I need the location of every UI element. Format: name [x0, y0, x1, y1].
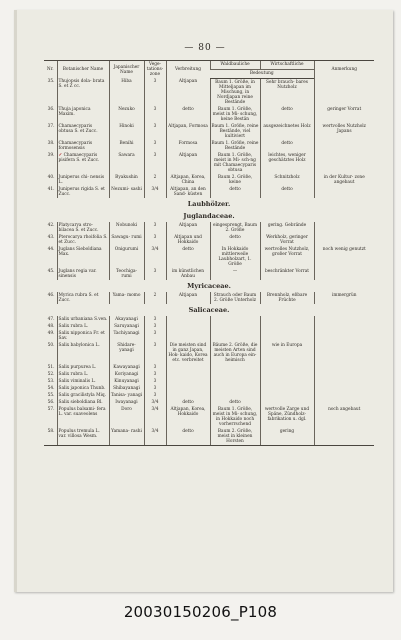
japanese-name-cell: Onigurumi: [109, 246, 144, 268]
header-verbreitung: Verbreitung: [166, 61, 210, 79]
anmerkung-cell: [314, 392, 374, 399]
japanese-name-cell: Sawagu- rumi: [109, 234, 144, 246]
botanical-name-cell: Myrica rubra S. et Zucc.: [57, 292, 109, 304]
section-heading: Juglandaceae.: [183, 211, 235, 220]
vegetation-zone-cell: 3: [144, 78, 166, 106]
wirtschaftliche-bedeutung-cell: Sehr brauch- bares Nutzholz: [260, 78, 314, 106]
table-row: [44, 406, 374, 428]
botanical-name-cell: Juglans regia var. sinensis: [57, 268, 109, 280]
anmerkung-cell: in der Kultur- zone angebaut: [314, 174, 374, 186]
row-number-cell: 47.: [47, 316, 55, 322]
row-number-cell: 48.: [47, 323, 55, 329]
anmerkung-cell: [314, 78, 374, 106]
botanical-name-cell: Juglans Sieboldiana Max.: [57, 246, 109, 268]
anmerkung-cell: [314, 378, 374, 385]
vegetation-zone-cell: 3: [144, 392, 166, 399]
botanical-name-cell: Salix babylonica L.: [57, 342, 109, 364]
botanical-name-cell: Salix nipponica Fr. et Sav.: [57, 330, 109, 342]
verbreitung-cell: Altjapan: [166, 292, 210, 304]
vegetation-zone-cell: 2: [144, 292, 166, 304]
verbreitung-cell: detto: [166, 399, 210, 406]
vegetation-zone-cell: 3: [144, 106, 166, 123]
japanese-name-cell: Tachiyanagi: [109, 330, 144, 342]
waldbauliche-bedeutung-cell: Strauch oder Baum 2. Größe Unterholz: [210, 292, 260, 304]
japanese-name-cell: Tanisa- yanagi: [110, 392, 143, 398]
japanese-name-cell: Shibayanagi: [109, 385, 144, 392]
botanical-name-cell: Salix viminalis L.: [57, 378, 109, 385]
japanese-name-cell: Nezumi- sashi: [109, 186, 144, 198]
verbreitung-cell: Altjapan: [166, 78, 210, 106]
wirtschaftliche-bedeutung-cell: [260, 399, 314, 406]
table-row: [44, 292, 374, 304]
header-vegetation-zone: Vege- tations- zone: [144, 61, 166, 79]
anmerkung-cell: [314, 371, 374, 378]
row-number-cell: 44.: [47, 246, 55, 252]
section-heading: Laubhölzer.: [187, 199, 231, 208]
anmerkung-cell: noch angebaut: [314, 406, 374, 428]
wirtschaftliche-bedeutung-cell: [260, 371, 314, 378]
table-row: [44, 364, 374, 371]
anmerkung-cell: [314, 268, 374, 280]
waldbauliche-bedeutung-cell: [210, 378, 260, 385]
verbreitung-cell: detto: [166, 246, 210, 268]
waldbauliche-bedeutung-cell: detto: [210, 234, 260, 246]
section-heading: Myricaceae.: [187, 281, 231, 290]
table-row: [44, 234, 374, 246]
header-japanese-name: Japanischer Name: [109, 61, 144, 79]
wirtschaftliche-bedeutung-cell: [260, 364, 314, 371]
wirtschaftliche-bedeutung-cell: detto: [260, 186, 314, 198]
section-heading: Salicaceae.: [188, 305, 230, 314]
vegetation-zone-cell: 3/4: [144, 246, 166, 268]
anmerkung-cell: [314, 399, 374, 406]
botanical-name-cell: Chamaecyparis obtusa S. et Zucc.: [57, 123, 109, 140]
vegetation-zone-cell: 3: [144, 234, 166, 246]
vegetation-zone-cell: 3/4: [144, 399, 166, 406]
table-row: [44, 152, 374, 174]
row-number-cell: 38.: [47, 140, 55, 146]
row-number-cell: 36.: [47, 106, 55, 112]
verbreitung-cell: Altjapan, Formosa: [166, 123, 210, 140]
vegetation-zone-cell: 3: [144, 330, 166, 342]
table-row: [44, 123, 374, 140]
waldbauliche-bedeutung-cell: Baum 1. Größe, reine Bestände, viel kultiviert: [211, 123, 259, 139]
vegetation-zone-cell: 3: [144, 385, 166, 392]
verbreitung-cell: detto: [166, 106, 210, 123]
table-row: [44, 371, 374, 378]
waldbauliche-bedeutung-cell: Baum 1. Größe, meist in Mi- sch-ng mit Chamaecyparis obtusa: [210, 152, 260, 174]
botanical-name-cell: Juniperus rigida S. et Zucc.: [57, 186, 109, 198]
vegetation-zone-cell: 3: [144, 123, 166, 140]
waldbauliche-bedeutung-cell: Baum 1. Größe, meist in Mi- schung, keine Bestän: [210, 106, 260, 123]
row-number-cell: 49.: [47, 330, 55, 336]
wirtschaftliche-bedeutung-cell: ausgezeichnetes Holz: [260, 123, 314, 140]
header-bedeutung: Bedeutung: [210, 69, 314, 78]
wirtschaftliche-bedeutung-cell: [260, 385, 314, 392]
wirtschaftliche-bedeutung-cell: [260, 316, 314, 323]
row-number-cell: 42.: [47, 222, 55, 228]
botanical-name-cell: Salix purpurea L.: [57, 364, 109, 371]
vegetation-zone-cell: 3/4: [144, 406, 166, 428]
verbreitung-cell: [166, 371, 210, 378]
row-number-cell: 54.: [47, 385, 55, 391]
vegetation-zone-cell: 3: [144, 140, 166, 152]
japanese-name-cell: Nezuko: [109, 106, 144, 123]
table-row: [44, 186, 374, 198]
row-number-cell: 43.: [47, 234, 55, 240]
waldbauliche-bedeutung-cell: detto: [210, 186, 260, 198]
anmerkung-cell: [314, 385, 374, 392]
header-wirtschaftliche: Wirtschaftliche: [260, 61, 314, 70]
waldbauliche-bedeutung-cell: [210, 330, 260, 342]
vegetation-zone-cell: 3: [144, 268, 166, 280]
japanese-name-cell: Teochiga- rumi: [109, 268, 144, 280]
wirtschaftliche-bedeutung-cell: leichtes, weniger geschätztes Holz: [260, 152, 314, 174]
botanical-name-cell: [57, 152, 109, 174]
verbreitung-cell: Formosa: [166, 140, 210, 152]
botanical-name-cell: Salix rubra L.: [57, 323, 109, 330]
anmerkung-cell: [314, 140, 374, 152]
japanese-name-cell: Kinuyanagi: [109, 378, 144, 385]
anmerkung-cell: [314, 186, 374, 198]
row-number-cell: 40.: [47, 174, 55, 180]
anmerkung-cell: wertvolles Nutzholz Japans: [314, 123, 374, 140]
japanese-name-cell: Sawara: [109, 152, 144, 174]
vegetation-zone-cell: 3: [144, 316, 166, 323]
table-row: [44, 268, 374, 280]
row-number-cell: 45.: [47, 268, 55, 274]
waldbauliche-bedeutung-cell: [210, 364, 260, 371]
row-number-cell: 51.: [47, 364, 55, 370]
anmerkung-cell: [314, 152, 374, 174]
header-waldbauliche: Waldbauliche: [210, 61, 260, 70]
botanical-name-cell: Pterocarya rhoifolia S. et Zucc.: [58, 234, 108, 245]
wirtschaftliche-bedeutung-cell: beschränkter Vorrat: [260, 268, 314, 280]
anmerkung-cell: geringer Vorrat: [314, 106, 374, 123]
species-table: [44, 60, 374, 446]
botanical-name-cell: Salix gracilistyla Miq.: [57, 392, 109, 399]
waldbauliche-bedeutung-cell: Baum 1. Größe, reine Bestände: [211, 140, 259, 151]
wirtschaftliche-bedeutung-cell: wertvolle Zarge und Späne, Zündholz- fabrikation u. dgl.: [260, 406, 314, 428]
table-row: [44, 246, 374, 268]
botanical-name-text: Chamaecyparis pisifera S. et Zucc.: [58, 152, 100, 163]
table-row: [44, 378, 374, 385]
waldbauliche-bedeutung-cell: [210, 323, 260, 330]
table-row: [44, 330, 374, 342]
botanical-name-cell: Salix urbaniana S.ven.: [58, 316, 108, 322]
table-row: [44, 385, 374, 392]
waldbauliche-bedeutung-cell: [210, 385, 260, 392]
waldbauliche-bedeutung-cell: In Hokkaido mittlerweile Laubholzart, 1. Größe: [210, 246, 260, 268]
japanese-name-cell: Yamana- rashi: [109, 428, 144, 446]
botanical-name-cell: Salix japonica Thunb.: [57, 385, 109, 392]
checkmark-icon: ✓: [58, 152, 64, 158]
wirtschaftliche-bedeutung-cell: [260, 323, 314, 330]
wirtschaftliche-bedeutung-cell: gering: [260, 428, 314, 446]
table-row: [44, 342, 374, 364]
wirtschaftliche-bedeutung-cell: gering. Gebrände: [260, 222, 314, 234]
vegetation-zone-cell: 2: [144, 174, 166, 186]
verbreitung-cell: [166, 364, 210, 371]
anmerkung-cell: [314, 222, 374, 234]
table-row: [44, 316, 374, 323]
verbreitung-cell: Altjapan und Hokkaido: [166, 234, 210, 246]
table-row: [44, 140, 374, 152]
botanical-name-cell: Juniperus chi- nensis L.: [57, 174, 109, 186]
verbreitung-cell: [166, 316, 210, 323]
waldbauliche-bedeutung-cell: Bäume 2. Größe, die meisten Arten sind auch in Europa ein- heimisch: [210, 342, 260, 364]
waldbauliche-bedeutung-cell: detto: [210, 399, 260, 406]
waldbauliche-bedeutung-cell: [210, 316, 260, 323]
vegetation-zone-cell: 3: [144, 323, 166, 330]
waldbauliche-bedeutung-cell: Baum 2. Größe, keine: [210, 174, 260, 186]
table-row: [44, 106, 374, 123]
species-table-body: [44, 78, 374, 445]
vegetation-zone-cell: 3: [144, 378, 166, 385]
anmerkung-cell: immergrün: [314, 292, 374, 304]
row-number-cell: 58.: [44, 428, 57, 446]
header-nr: Nr.: [44, 61, 57, 79]
verbreitung-cell: detto: [166, 428, 210, 446]
verbreitung-cell: Altjapan, an den Sand- küsten: [166, 186, 210, 198]
row-number-cell: 41.: [47, 186, 55, 192]
row-number-cell: 46.: [47, 292, 55, 298]
row-number-cell: 56.: [47, 399, 55, 405]
japanese-name-cell: Nobunoki: [109, 222, 144, 234]
waldbauliche-bedeutung-cell: [210, 371, 260, 378]
waldbauliche-bedeutung-cell: Baum 1. Größe, in Mitteljapan im Mischung, in Nordjapan reine Bestände: [210, 78, 260, 106]
anmerkung-cell: [314, 323, 374, 330]
anmerkung-cell: [314, 342, 374, 364]
vegetation-zone-cell: 3: [144, 371, 166, 378]
verbreitung-cell: Altjapan, Korea, Hokkaido: [166, 406, 210, 428]
vegetation-zone-cell: 3: [144, 342, 166, 364]
page-number: — 80 —: [184, 43, 226, 53]
botanical-name-cell: Populus tremula L. var. villosa Wesm.: [57, 428, 109, 446]
section-heading-row: [44, 304, 374, 316]
wirtschaftliche-bedeutung-cell: detto: [260, 140, 314, 152]
verbreitung-cell: Altjapan: [166, 152, 210, 174]
anmerkung-cell: [314, 364, 374, 371]
verbreitung-cell: Altjapan, Korea, China: [166, 174, 210, 186]
verbreitung-cell: [166, 323, 210, 330]
vegetation-zone-cell: 3/4: [144, 186, 166, 198]
wirtschaftliche-bedeutung-cell: Werkholz, geringer Vorrat: [260, 234, 314, 246]
table-row: [44, 392, 374, 399]
vegetation-zone-cell: 3: [144, 152, 166, 174]
row-number-cell: 50.: [47, 342, 55, 348]
table-row: [44, 174, 374, 186]
row-number-cell: 53.: [47, 378, 55, 384]
verbreitung-cell: im künstlichen Anbau: [166, 268, 210, 280]
section-heading-row: [44, 210, 374, 222]
wirtschaftliche-bedeutung-cell: [260, 330, 314, 342]
japanese-name-cell: Hiba: [109, 78, 144, 106]
wirtschaftliche-bedeutung-cell: wie in Europa: [260, 342, 314, 364]
japanese-name-cell: Doro: [109, 406, 144, 428]
header-botanical-name: Botanischer Name: [57, 61, 109, 79]
vegetation-zone-cell: 3: [144, 222, 166, 234]
anmerkung-cell: noch wenig genutzt: [314, 246, 374, 268]
waldbauliche-bedeutung-cell: eingesprengt, Baum 2. Größe: [210, 222, 260, 234]
japanese-name-cell: Iwayanagi: [109, 399, 144, 406]
header-anmerkung: Anmerkung: [314, 61, 374, 79]
row-number-cell: 39.: [47, 152, 55, 158]
wirtschaftliche-bedeutung-cell: wertvolles Nutzholz, großer Vorrat: [260, 246, 314, 268]
waldbauliche-bedeutung-cell: [210, 392, 260, 399]
botanical-name-cell: Platycarya stro- bilacea S. et Zucc.: [57, 222, 109, 234]
row-number-cell: 35.: [47, 79, 55, 84]
japanese-name-cell: Akayanagi: [109, 316, 144, 323]
verbreitung-cell: [166, 392, 210, 399]
table-row: [44, 399, 374, 406]
image-caption: 20030150206_P108: [123, 603, 278, 621]
botanical-name-cell: Salix rubra L.: [57, 371, 109, 378]
wirtschaftliche-bedeutung-cell: Schnitzholz: [260, 174, 314, 186]
japanese-name-cell: Shidare- yanagi: [109, 342, 144, 364]
table-row: [44, 323, 374, 330]
japanese-name-cell: Benihi: [109, 140, 144, 152]
row-number-cell: 37.: [47, 123, 55, 129]
anmerkung-cell: [314, 234, 374, 246]
botanical-name-cell: Salix sieboldiana Bl.: [57, 399, 109, 406]
vegetation-zone-cell: 3/4: [144, 428, 166, 446]
botanical-name-cell: Thuja japonica Maxim.: [57, 106, 109, 123]
botanical-name-cell: Thujopsis dola- brata S. et Z cc.: [57, 78, 109, 106]
verbreitung-cell: Altjapan: [166, 222, 210, 234]
waldbauliche-bedeutung-cell: Baum 2. Größe, meist in kleinen Horsten: [210, 428, 260, 446]
japanese-name-cell: Koriyanagi: [109, 371, 144, 378]
japanese-name-cell: Saruyanagi: [109, 323, 144, 330]
verbreitung-cell: [166, 378, 210, 385]
vegetation-zone-cell: 3: [144, 364, 166, 371]
botanical-name-cell: Populus balsami- fera L. var. suaveolens: [57, 406, 109, 428]
row-number-cell: 52.: [47, 371, 55, 377]
wirtschaftliche-bedeutung-cell: [260, 378, 314, 385]
waldbauliche-bedeutung-cell: Baum 1. Größe, meist in Mi- schung, in Hokkaido noch vorherrschend: [210, 406, 260, 428]
table-row: [44, 78, 374, 106]
section-heading-row: [44, 198, 374, 210]
wirtschaftliche-bedeutung-cell: Brennholz, eßbare Früchte: [260, 292, 314, 304]
verbreitung-cell: [166, 330, 210, 342]
table-row: [44, 428, 374, 446]
table-row: [44, 222, 374, 234]
wirtschaftliche-bedeutung-cell: [260, 392, 314, 399]
waldbauliche-bedeutung-cell: —: [210, 268, 260, 280]
section-heading-row: [44, 280, 374, 292]
japanese-name-cell: Hinoki: [109, 123, 144, 140]
row-number-cell: 55.: [47, 392, 55, 398]
anmerkung-cell: [314, 330, 374, 342]
japanese-name-cell: Yama- momo: [109, 292, 144, 304]
verbreitung-cell: [166, 385, 210, 392]
verbreitung-cell: Die meisten sind in ganz Japan, Hok- kaido, Korea etc. verbreitet: [166, 342, 210, 364]
botanical-name-cell: Chamaecyparis formosensis: [57, 140, 109, 152]
anmerkung-cell: [314, 428, 374, 446]
row-number-cell: 57.: [47, 406, 55, 412]
wirtschaftliche-bedeutung-cell: detto: [260, 106, 314, 123]
japanese-name-cell: Byakushin: [109, 174, 144, 186]
anmerkung-cell: [314, 316, 374, 323]
japanese-name-cell: Kawayanagi: [109, 364, 144, 371]
